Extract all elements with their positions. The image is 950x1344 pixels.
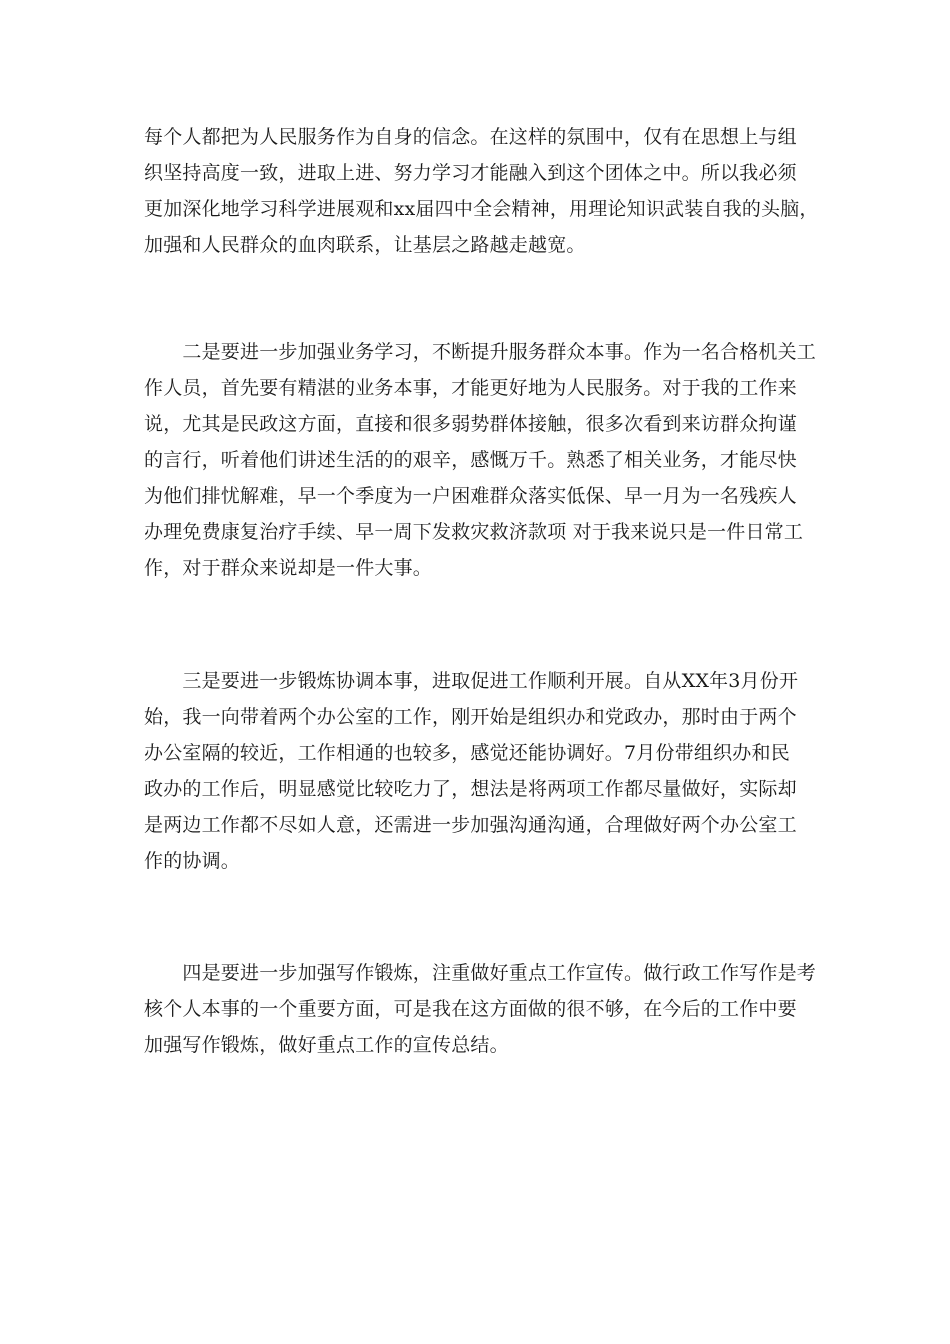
paragraph-line: 为他们排忧解难，早一个季度为一户困难群众落实低保、早一月为一名残疾人 — [144, 485, 797, 507]
paragraph-line: 的言行，听着他们讲述生活的的艰辛，感慨万千。熟悉了相关业务，才能尽快 — [144, 449, 797, 471]
paragraph-line: 加强写作锻炼，做好重点工作的宣传总结。 — [144, 1034, 509, 1056]
paragraph-line: 作人员，首先要有精湛的业务本事，才能更好地为人民服务。对于我的工作来 — [144, 377, 797, 399]
paragraph-line: 办理免费康复治疗手续、早一周下发救灾救济款项 对于我来说只是一件日常工 — [144, 521, 804, 543]
paragraph-line: 办公室隔的较近，工作相通的也较多，感觉还能协调好。7月份带组织办和民 — [144, 742, 790, 764]
paragraph-line: 每个人都把为人民服务作为自身的信念。在这样的氛围中，仅有在思想上与组 — [144, 126, 797, 148]
paragraph-3 — [144, 663, 814, 879]
paragraph-line: 是两边工作都不尽如人意，还需进一步加强沟通沟通，合理做好两个办公室工 — [144, 814, 797, 836]
paragraph-line: 更加深化地学习科学进展观和xx届四中全会精神，用理论知识武装自我的头脑， — [144, 198, 819, 220]
paragraph-1 — [144, 119, 819, 263]
paragraph-line: 核个人本事的一个重要方面，可是我在这方面做的很不够，在今后的工作中要 — [144, 998, 797, 1020]
paragraph-line: 四是要进一步加强写作锻炼，注重做好重点工作宣传。做行政工作写作是考 — [144, 962, 817, 984]
paragraph-line: 说，尤其是民政这方面，直接和很多弱势群体接触，很多次看到来访群众拘谨 — [144, 413, 797, 435]
paragraph-line: 二是要进一步加强业务学习，不断提升服务群众本事。作为一名合格机关工 — [144, 341, 817, 363]
paragraph-line: 政办的工作后，明显感觉比较吃力了，想法是将两项工作都尽量做好，实际却 — [144, 778, 797, 800]
paragraph-line: 加强和人民群众的血肉联系，让基层之路越走越宽。 — [144, 234, 586, 256]
paragraph-line: 三是要进一步锻炼协调本事，进取促进工作顺利开展。自从XX年3月份开 — [144, 670, 799, 692]
paragraph-line: 作，对于群众来说却是一件大事。 — [144, 557, 433, 579]
paragraph-line: 作的协调。 — [144, 850, 241, 872]
paragraph-2 — [144, 334, 817, 586]
paragraph-line: 始，我一向带着两个办公室的工作，刚开始是组织办和党政办，那时由于两个 — [144, 706, 797, 728]
paragraph-4 — [144, 955, 817, 1063]
paragraph-line: 织坚持高度一致，进取上进、努力学习才能融入到这个团体之中。所以我必须 — [144, 162, 797, 184]
